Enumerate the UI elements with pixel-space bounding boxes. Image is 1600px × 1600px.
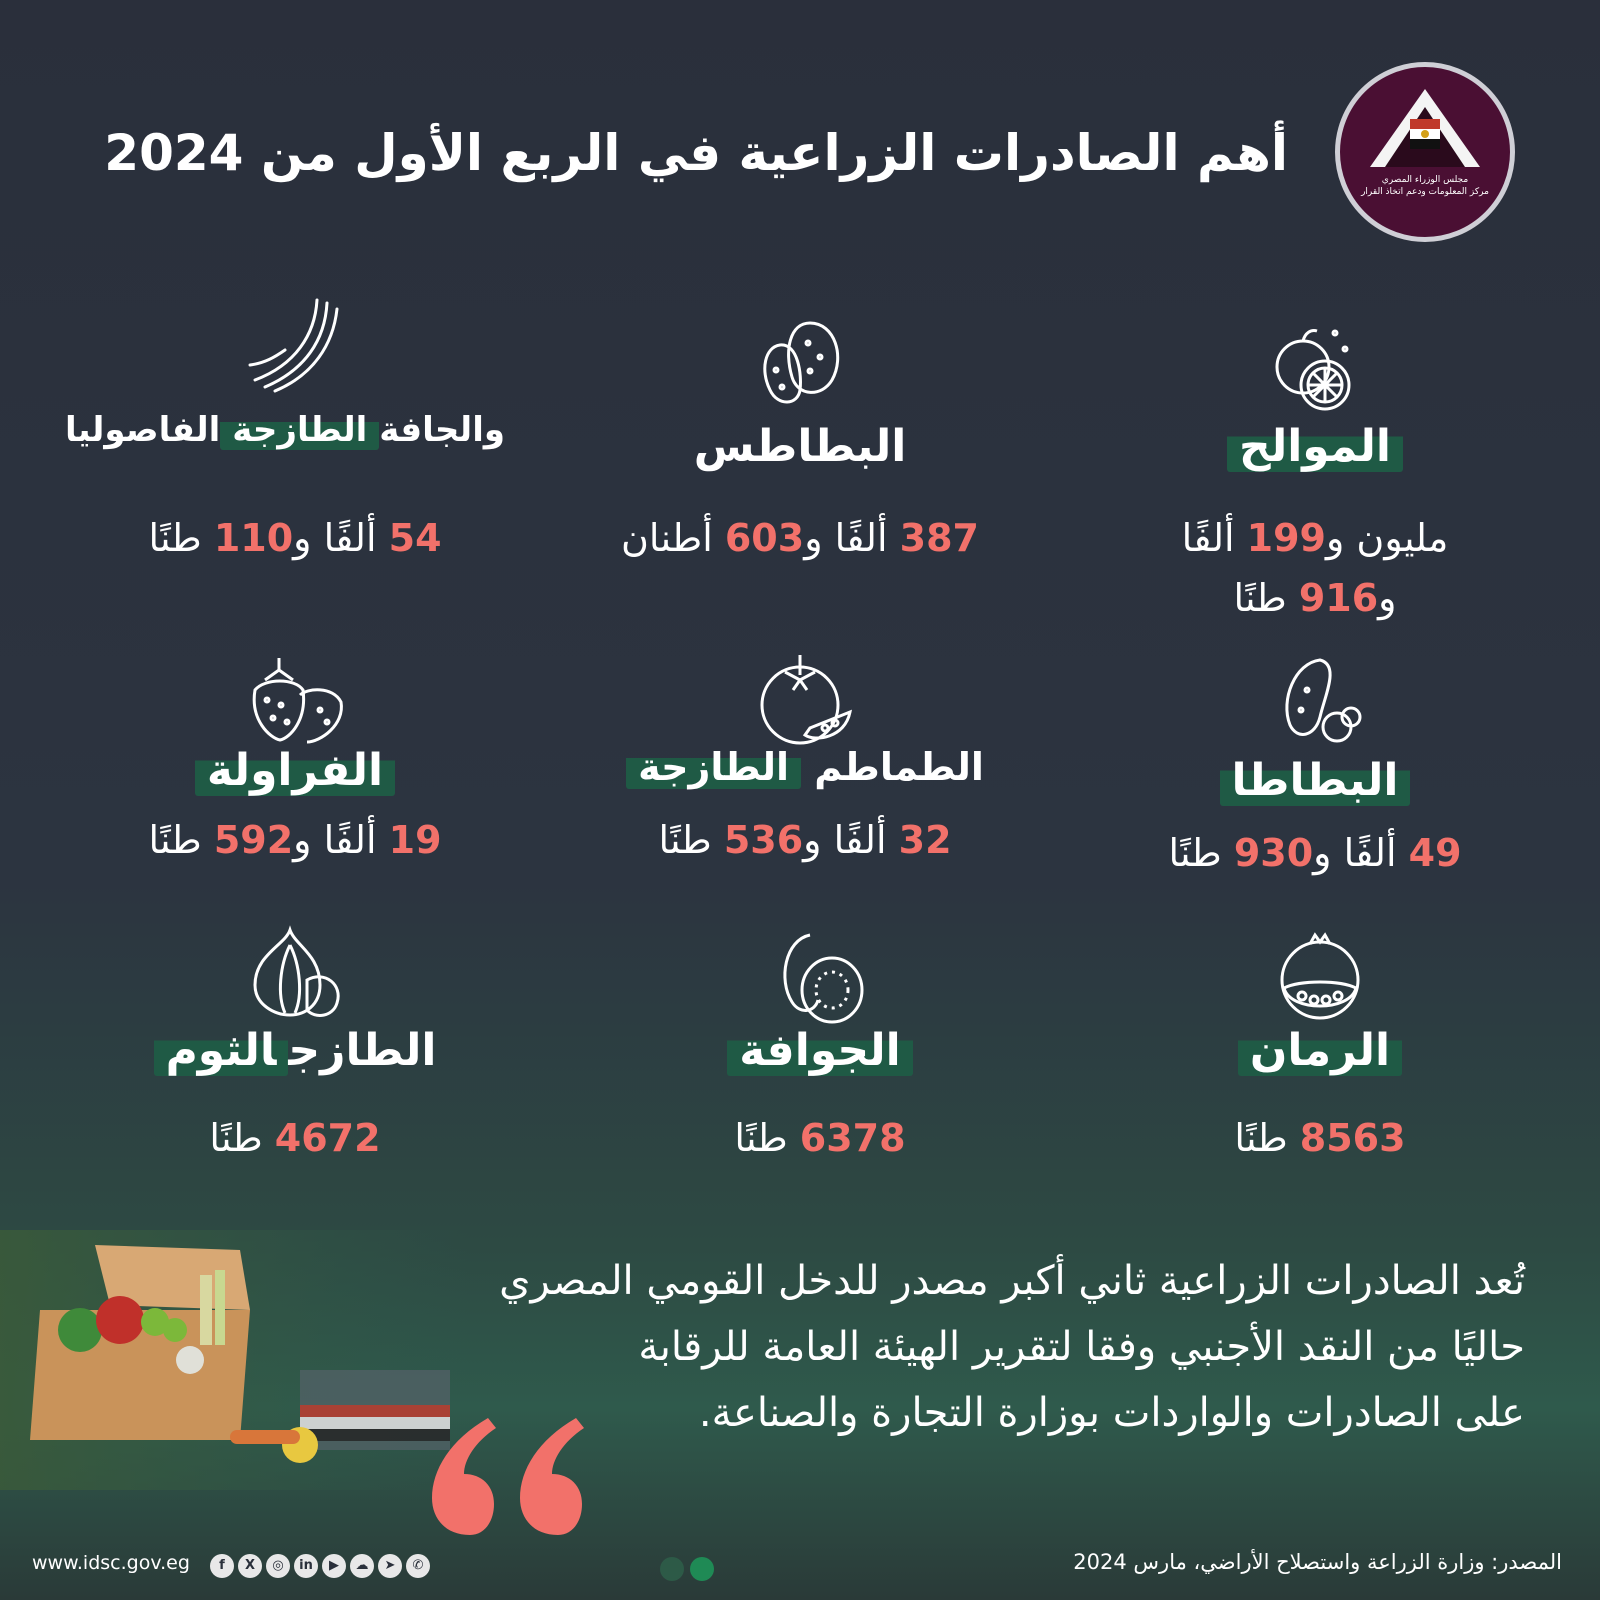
item-name: الطازجالثوم (85, 1025, 505, 1076)
quote-mark-icon (430, 1410, 605, 1540)
social-icons (210, 1554, 434, 1580)
logo-emblem-icon (1340, 67, 1510, 237)
item-name: الطماطم الطازجة (595, 745, 1015, 789)
green-beans-icon (245, 295, 345, 395)
item-name: البطاطا (1105, 755, 1525, 806)
quote-line1: تُعد الصادرات الزراعية ثاني أكبر مصدر للدخل القومي المصري (499, 1258, 1525, 1304)
logo-text-line2: مركز المعلومات ودعم اتخاذ القرار (1361, 187, 1489, 197)
item-name: الموالح (1105, 421, 1525, 472)
page-title: أهم الصادرات الزراعية في الربع الأول من 2024 (104, 124, 1288, 182)
quote-line3: على الصادرات والواردات بوزارة التجارة والصناعة. (698, 1390, 1525, 1436)
logo-text-line1: مجلس الوزراء المصري (1381, 175, 1469, 185)
item-name: الجوافة (610, 1025, 1030, 1076)
item-value: مليون و199 ألفًا (1181, 516, 1449, 560)
item-name: الرمان (1110, 1025, 1530, 1076)
potato-icon (750, 315, 850, 415)
garlic-icon (245, 925, 345, 1025)
source-note: المصدر: وزارة الزراعة واستصلاح الأراضي، مارس 2024 (1073, 1550, 1562, 1574)
x-icon[interactable]: X (238, 1554, 262, 1578)
youtube-icon[interactable]: ▶ (322, 1554, 346, 1578)
item-value: 4672 طنًا (209, 1116, 381, 1160)
item-name: البطاطس (693, 421, 907, 472)
pomegranate-icon (1270, 930, 1370, 1030)
strawberry-icon (245, 650, 345, 750)
page-indicator (660, 1557, 720, 1585)
facebook-icon[interactable]: f (210, 1554, 234, 1578)
tomato-icon (755, 650, 855, 750)
quote-line2: حاليًا من النقد الأجنبي وفقا لتقرير الهيئة العامة للرقابة (638, 1324, 1525, 1370)
item-value-line2: و916 طنًا (1233, 576, 1397, 620)
page-dot-active[interactable] (690, 1557, 714, 1581)
guava-icon (770, 930, 870, 1030)
whatsapp-icon[interactable]: ✆ (406, 1554, 430, 1578)
item-value: 8563 طنًا (1234, 1116, 1406, 1160)
item-value: 54 ألفًا و110 طنًا (148, 516, 442, 560)
item-name: والجافةالطازجةالفاصوليا (65, 410, 505, 450)
page-dot[interactable] (660, 1557, 684, 1581)
item-value: 387 ألفًا و603 أطنان (621, 516, 979, 560)
item-value: 32 ألفًا و536 طنًا (658, 818, 952, 862)
website-link[interactable]: www.idsc.gov.eg (32, 1552, 190, 1574)
soundcloud-icon[interactable]: ☁ (350, 1554, 374, 1578)
item-value: 49 ألفًا و930 طنًا (1168, 831, 1462, 875)
item-value: 19 ألفًا و592 طنًا (148, 818, 442, 862)
idsc-logo (1335, 62, 1515, 242)
instagram-icon[interactable]: ◎ (266, 1554, 290, 1578)
sweet-potato-icon (1265, 655, 1365, 755)
item-name: الفراولة (85, 745, 505, 796)
linkedin-icon[interactable]: in (294, 1554, 318, 1578)
item-value: 6378 طنًا (734, 1116, 906, 1160)
citrus-icon (1265, 315, 1365, 415)
telegram-icon[interactable]: ➤ (378, 1554, 402, 1578)
